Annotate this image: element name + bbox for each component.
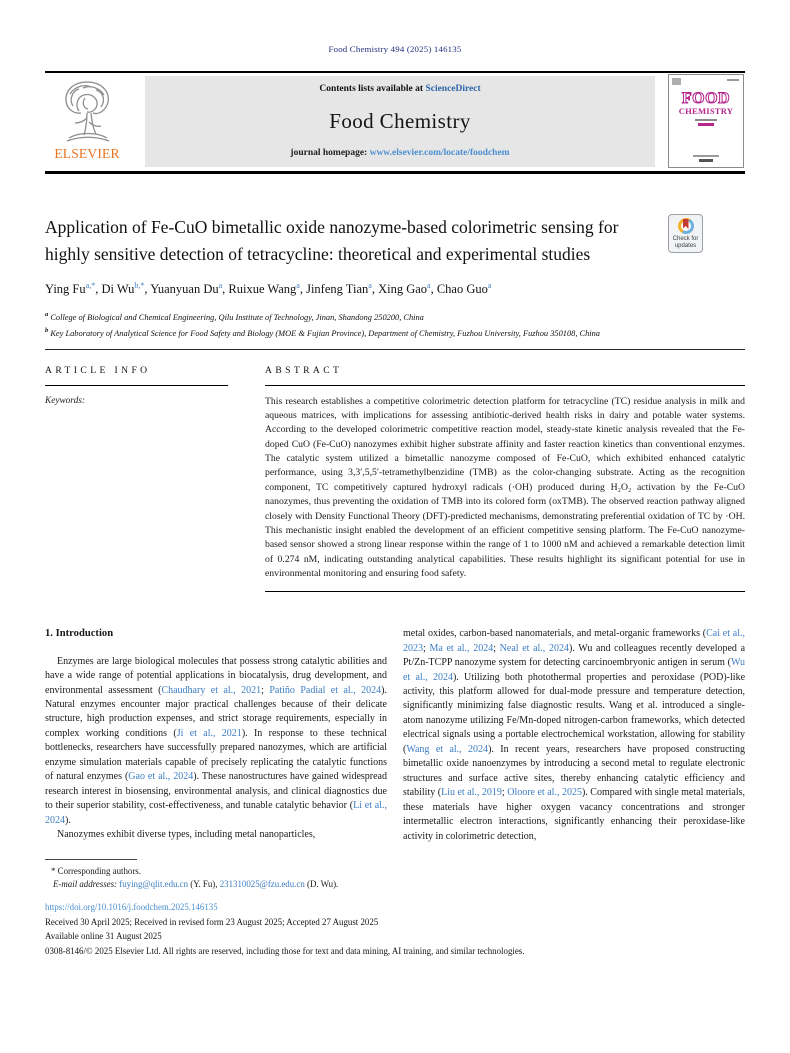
cover-microtext-editor xyxy=(695,119,717,121)
text-segment: ). In recent years, researchers have proposed constructing bimetallic oxide nanoenzymes by introducing a second metal to regulate electronic structures and surface active sites, thereby enhancing catalytic efficiency and stability ( xyxy=(403,743,745,799)
intro-paragraph-2 xyxy=(45,828,387,842)
journal-title: Food Chemistry xyxy=(329,108,471,133)
article-title: Application of Fe-CuO bimetallic oxide nanozyme-based colorimetric sensing for highly sensitive detection of tetracycline: theoretical and experimental studies xyxy=(45,217,619,264)
author xyxy=(437,282,492,296)
inline-link[interactable]: Gao et al., 2024 xyxy=(128,771,194,783)
article-footer xyxy=(45,901,745,957)
intro-left-column xyxy=(45,627,387,844)
author-affiliation-sup[interactable]: a xyxy=(368,281,372,290)
author-affiliation-sup[interactable]: b,* xyxy=(134,281,145,290)
inline-link[interactable]: Patiño Padial et al., 2024 xyxy=(269,684,382,696)
header-bottom-rule xyxy=(45,171,745,174)
inline-link[interactable]: fuying@qlit.edu.cn xyxy=(119,878,189,889)
available-online: Available online 31 August 2025 xyxy=(45,931,162,942)
text-segment: ). These nanostructures have gained widespread research interest in biosensing, environmental analysis, and clinical diagnostics due to their superior stability, cost-effectiveness, and tunable catalytic behavior ( xyxy=(45,771,387,812)
doi-link[interactable]: https://doi.org/10.1016/j.foodchem.2025.146135 xyxy=(45,902,218,913)
text-segment: ). Natural enzymes encounter major practical challenges because of their delicate structure, high production expenses, and strict storage requirements, especially in complex working conditions ( xyxy=(45,684,387,739)
author xyxy=(306,282,378,296)
homepage-line xyxy=(290,148,509,158)
text-segment: (D. Wu). xyxy=(304,878,339,889)
elsevier-tree-icon xyxy=(55,78,119,148)
footnote-block xyxy=(45,859,745,890)
author-list xyxy=(45,281,745,297)
affiliation xyxy=(45,308,745,324)
author-separator: , xyxy=(299,282,307,297)
affiliation-list xyxy=(45,308,745,340)
author-name: Ying Fu xyxy=(45,282,86,297)
affiliation-sup: a xyxy=(45,311,49,319)
abstract-heading: ABSTRACT xyxy=(265,365,745,386)
crossmark-icon xyxy=(678,218,694,234)
author-separator: , xyxy=(430,282,437,297)
email-addresses-line xyxy=(45,878,745,891)
text-segment: ; xyxy=(423,642,430,654)
author-separator: , xyxy=(371,282,379,297)
keywords-block xyxy=(45,386,228,408)
cover-microtext-editor2 xyxy=(698,123,714,126)
homepage-label: journal homepage: xyxy=(290,148,370,158)
author-name: Xing Gao xyxy=(378,282,428,297)
contents-prefix: Contents lists available at xyxy=(319,84,426,94)
author-separator: , xyxy=(95,282,102,297)
text-segment: ; xyxy=(493,642,500,654)
author-affiliation-sup[interactable]: a,* xyxy=(85,281,96,290)
author-affiliation-sup[interactable]: a xyxy=(218,281,223,290)
intro-paragraph-1 xyxy=(45,655,387,828)
author xyxy=(45,282,101,296)
text-segment: E-mail addresses: xyxy=(53,878,120,889)
article-info-heading: ARTICLE INFO xyxy=(45,365,228,386)
author xyxy=(228,282,306,296)
affiliation-sup: b xyxy=(45,326,49,334)
corresponding-authors-note: * Corresponding authors. xyxy=(51,866,141,877)
copyright-line: 0308-8146/© 2025 Elsevier Ltd. All rights are reserved, including those for text and data mining, AI training, and similar technologies. xyxy=(45,945,525,956)
title-row xyxy=(45,214,745,268)
keywords-label: Keywords: xyxy=(45,395,85,406)
check-for-updates-badge[interactable] xyxy=(668,214,703,253)
journal-citation[interactable]: Food Chemistry 494 (2025) 146135 xyxy=(328,44,462,54)
author-affiliation-sup[interactable]: a xyxy=(296,281,300,290)
author-name: Di Wu xyxy=(101,282,135,297)
author-affiliation-sup[interactable]: a xyxy=(487,281,492,290)
text-segment: ; xyxy=(261,684,270,696)
text-segment: ). xyxy=(65,814,71,826)
inline-link[interactable]: Liu et al., 2019 xyxy=(441,787,502,799)
text-segment: metal oxides, carbon-based nanomaterials, and metal-organic frameworks ( xyxy=(403,628,707,640)
author-name: Chao Guo xyxy=(436,282,488,297)
info-abstract-section xyxy=(45,365,745,592)
abstract-text: This research establishes a competitive colorimetric detection platform for tetracycline (TC) residue analysis in milk and aqueous matrices, with implications for assessing antibiotic-derived health risks in dairy and potable water systems. According to the developed colorimetric competitive reaction model, steady-state kinetic analysis revealed that the Fe-doped CuO (Fe-CuO) nanozymes exhibit higher substrate affinity and faster reaction kinetics than conventional enzymes. The catalytic system utilized a bimetallic nanozyme composed of Fe-CuO, which exhibited enhanced catalytic performance, using 3,3′,5,5′-tetramethylbenzidine (TMB) as the color-changing substrate. Acting as the recognition component, TC competitively captured hydroxyl radicals (·OH) produced during H₂O₂ activation by the Fe-CuO nanozymes, thus preventing the oxidation of TMB into its colored form (oxTMB). The observed reaction pathway aligned closely with Density Functional Theory (DFT)-predicted mechanisms, demonstrating preferential oxidation of TC by ·OH. This mechanistic insight enabled the development of an efficient competitive sensing platform. The Fe-CuO nanozyme-based sensor showed a strong linear response within the range of 1 to 1000 nM and achieved a remarkable detection limit of 0.274 nM, indicating outstanding analytical capabilities. These results highlight its significant potential for use in environmental monitoring and ensuring food safety. xyxy=(265,386,745,592)
inline-link[interactable]: Wu et al., 2024 xyxy=(403,657,745,683)
intro-paragraph-3 xyxy=(403,627,745,844)
header-center xyxy=(145,76,655,167)
inline-link[interactable]: Ji et al., 2021 xyxy=(176,727,242,739)
author-separator: , xyxy=(144,282,151,297)
text-segment: ). Wu and colleagues recently developed a Pt/Zn-TCPP nanozyme system for detecting carcinoembryonic antigen in serum ( xyxy=(403,642,746,669)
text-segment: (Y. Fu), xyxy=(188,878,220,889)
contents-line xyxy=(319,84,480,94)
text-segment: ). In response to these technical bottlenecks, researchers have successfully prepared nanozymes, which are artificial enzyme simulation materials capable of precisely replicating the catalytic functions of natural enzymes ( xyxy=(45,727,387,783)
cover-microtext-topright xyxy=(727,79,739,81)
inline-link[interactable]: Neal et al., 2024 xyxy=(499,642,569,654)
text-segment: ; xyxy=(501,787,508,799)
author xyxy=(150,282,228,296)
intro-right-column xyxy=(403,627,745,844)
cover-microtext-topleft xyxy=(672,78,681,85)
elsevier-wordmark: ELSEVIER xyxy=(54,146,120,161)
author-separator: , xyxy=(222,282,229,297)
section-heading: 1. Introduction xyxy=(45,628,114,640)
abstract-column xyxy=(265,365,745,592)
text-segment: ). Utilizing both photothermal properties and peroxidase (POD)-like activity, this platform allowed for dual-mode pressure and temperature detection, significantly minimizing false diagnostic results. Wang et al. introduced a single-atom nanozyme utilizing Fe/Mn-doped nitrogen-carbon frameworks, which detected electrical signals using a portable electrochemical workstation, allowing for stability ( xyxy=(403,671,746,755)
divider xyxy=(45,349,745,350)
inline-link[interactable]: Chaudhary et al., 2021 xyxy=(161,684,262,696)
article-info-column xyxy=(45,365,228,592)
author xyxy=(101,282,150,296)
introduction-section xyxy=(45,627,745,844)
author-affiliation-sup[interactable]: a xyxy=(427,281,431,290)
author-name: Ruixue Wang xyxy=(228,282,297,297)
cover-microtext-bottom xyxy=(669,155,743,162)
crossmark-bookmark-icon xyxy=(683,219,689,229)
footnote-rule xyxy=(45,859,137,860)
affiliation-text: Key Laboratory of Analytical Science for Food Safety and Biology (MOE & Fujian Province), Department of Chemistry, Fuzhou University, Fuzhou 350108, China xyxy=(48,328,600,338)
inline-link[interactable]: Ma et al., 2024 xyxy=(429,642,494,654)
author-name: Jinfeng Tian xyxy=(306,282,369,297)
sciencedirect-link[interactable]: ScienceDirect xyxy=(425,84,481,94)
journal-cover-thumbnail[interactable] xyxy=(668,74,744,168)
author xyxy=(378,282,437,296)
journal-header xyxy=(45,73,745,169)
inline-link[interactable]: Oloore et al., 2025 xyxy=(507,787,582,799)
inline-link[interactable]: 231310025@fzu.edu.cn xyxy=(219,878,305,889)
inline-link[interactable]: Wang et al., 2024 xyxy=(406,743,489,755)
check-badge-label: Check for updates xyxy=(672,236,699,249)
elsevier-logo xyxy=(47,78,127,166)
cover-title-food: FOOD xyxy=(681,90,731,107)
text-segment: ). Compared with single metal materials, these materials have higher oxygen vacancy concentrations and stronger intermetallic electron interactions, significantly enhancing their peroxidase-like activity in colorimetric detection, xyxy=(403,787,746,842)
affiliation xyxy=(45,324,745,340)
cover-title-chemistry: CHEMISTRY xyxy=(678,106,734,116)
text-segment: Enzymes are large biological molecules that possess strong catalytic abilities and have a wide range of potential applications in biocatalysis, drug development, and environmental assessment ( xyxy=(45,655,387,696)
homepage-url-link[interactable]: www.elsevier.com/locate/foodchem xyxy=(369,148,510,158)
affiliation-text: College of Biological and Chemical Engineering, Qilu Institute of Technology, Jinan, Shandong 250200, China xyxy=(48,312,424,322)
author-name: Yuanyuan Du xyxy=(150,282,219,297)
received-dates: Received 30 April 2025; Received in revised form 23 August 2025; Accepted 27 August 2025 xyxy=(45,916,379,927)
text-segment: Nanozymes exhibit diverse types, including metal nanoparticles, xyxy=(57,829,316,841)
inline-link[interactable]: Li et al., 2024 xyxy=(45,800,387,826)
inline-link[interactable]: Cai et al., 2023 xyxy=(403,628,746,654)
